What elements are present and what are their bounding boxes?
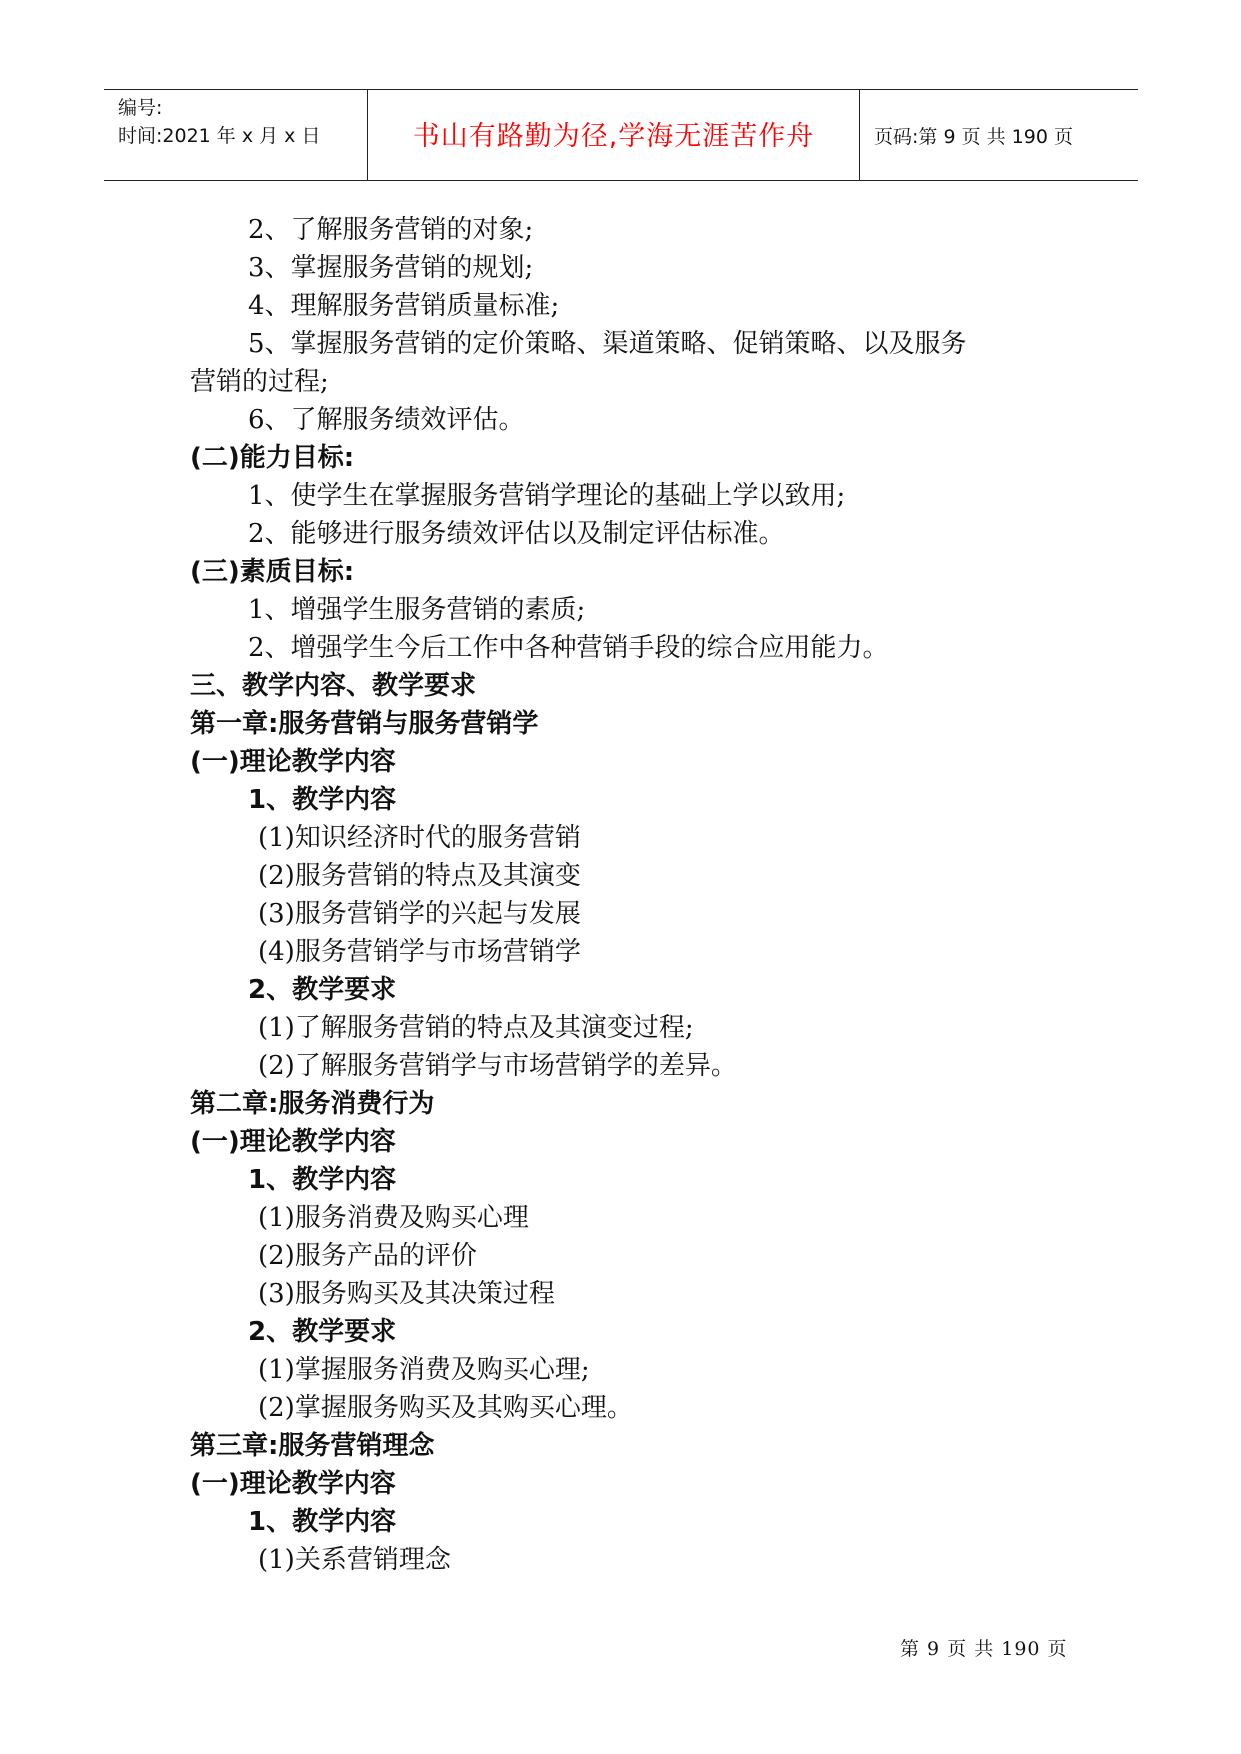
section-heading: (一)理论教学内容 — [190, 1127, 396, 1157]
objective-line: 3、掌握服务营销的规划; — [248, 253, 534, 283]
objective-line: 5、掌握服务营销的定价策略、渠道策略、促销策略、以及服务 — [248, 329, 967, 359]
subsection-heading: 1、教学内容 — [248, 1507, 397, 1537]
section-heading: (一)理论教学内容 — [190, 1469, 396, 1499]
list-item: (3)服务营销学的兴起与发展 — [258, 899, 581, 929]
major-heading: 三、教学内容、教学要求 — [190, 671, 477, 701]
list-item: (1)知识经济时代的服务营销 — [258, 823, 581, 853]
list-item: (3)服务购买及其决策过程 — [258, 1279, 555, 1309]
list-item: (2)了解服务营销学与市场营销学的差异。 — [258, 1051, 737, 1081]
list-item: (1)了解服务营销的特点及其演变过程; — [258, 1013, 694, 1043]
page-footer: 第 9 页 共 190 页 — [900, 1638, 1068, 1660]
header-meta — [104, 90, 368, 180]
objective-line: 2、能够进行服务绩效评估以及制定评估标准。 — [248, 519, 785, 549]
time-label: 时间:2021 年 x 月 x 日 — [118, 125, 321, 147]
objective-line: 1、增强学生服务营销的素质; — [248, 595, 586, 625]
list-item: (1)掌握服务消费及购买心理; — [258, 1355, 590, 1385]
number-label: 编号: — [118, 97, 163, 119]
section-heading: (二)能力目标: — [190, 443, 355, 473]
document-header — [104, 89, 1138, 181]
header-motto-cell — [368, 90, 860, 180]
list-item: (2)服务产品的评价 — [258, 1241, 477, 1271]
section-heading: (三)素质目标: — [190, 557, 355, 587]
header-page-cell — [860, 90, 1138, 180]
objective-line: 2、了解服务营销的对象; — [248, 215, 534, 245]
list-item: (1)服务消费及购买心理 — [258, 1203, 529, 1233]
objective-line-continued: 营销的过程; — [190, 367, 329, 397]
list-item: (4)服务营销学与市场营销学 — [258, 937, 581, 967]
objective-line: 2、增强学生今后工作中各种营销手段的综合应用能力。 — [248, 633, 889, 663]
objective-line: 6、了解服务绩效评估。 — [248, 405, 525, 435]
subsection-heading: 1、教学内容 — [248, 785, 397, 815]
chapter-heading: 第三章:服务营销理念 — [190, 1431, 435, 1461]
objective-line: 1、使学生在掌握服务营销学理论的基础上学以致用; — [248, 481, 846, 511]
motto-text: 书山有路勤为径,学海无涯苦作舟 — [412, 120, 815, 152]
subsection-heading: 2、教学要求 — [248, 1317, 397, 1347]
page-code: 页码:第 9 页 共 190 页 — [874, 125, 1073, 148]
subsection-heading: 2、教学要求 — [248, 975, 397, 1005]
list-item: (1)关系营销理念 — [258, 1545, 451, 1575]
objective-line: 4、理解服务营销质量标准; — [248, 291, 560, 321]
chapter-heading: 第一章:服务营销与服务营销学 — [190, 709, 539, 739]
list-item: (2)服务营销的特点及其演变 — [258, 861, 581, 891]
section-heading: (一)理论教学内容 — [190, 747, 396, 777]
subsection-heading: 1、教学内容 — [248, 1165, 397, 1195]
chapter-heading: 第二章:服务消费行为 — [190, 1089, 435, 1119]
list-item: (2)掌握服务购买及其购买心理。 — [258, 1393, 633, 1423]
